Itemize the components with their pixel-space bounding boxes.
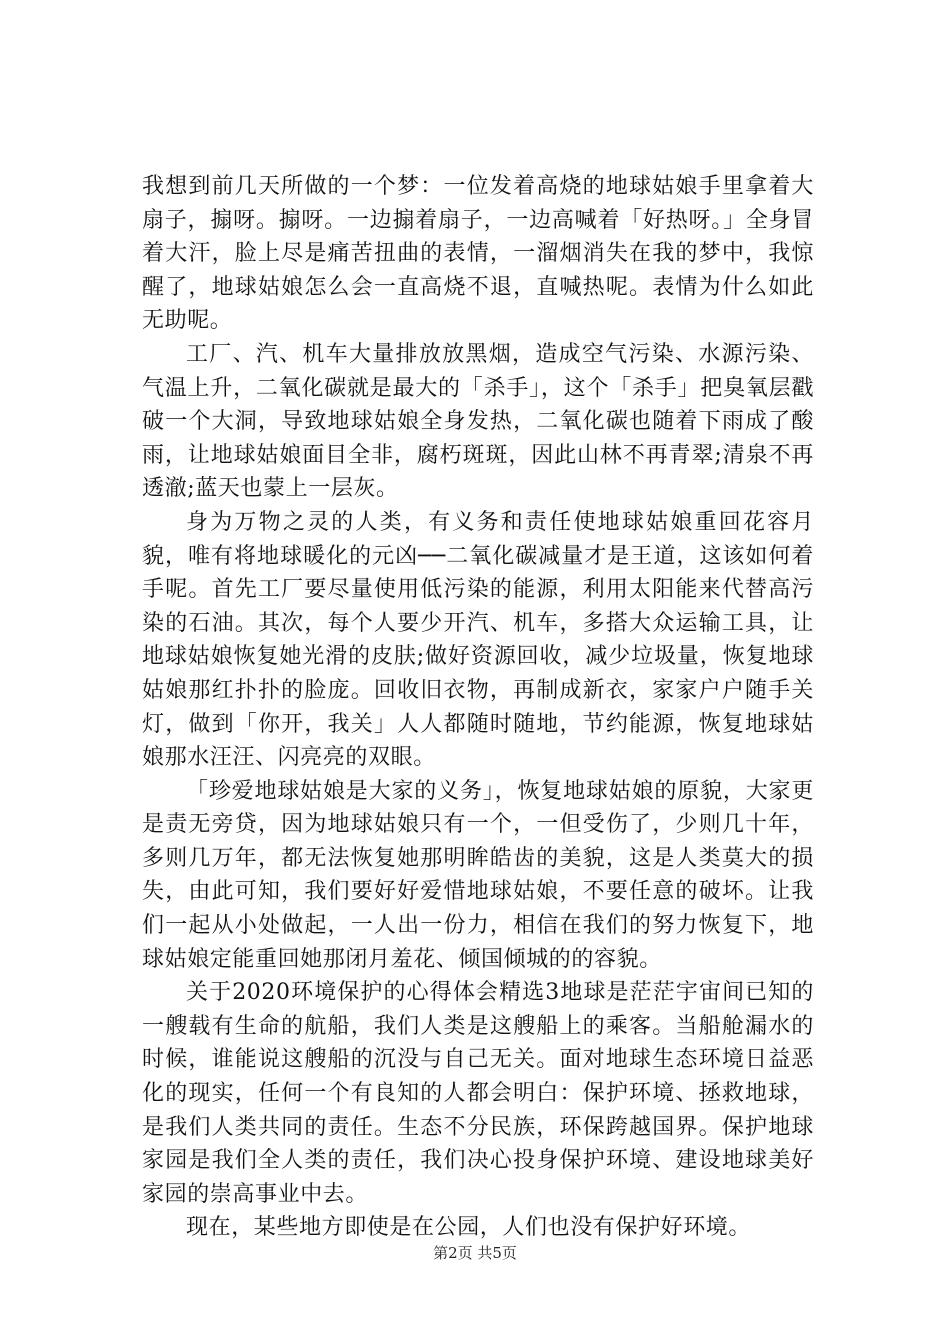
page-number-footer: 第2页 共5页: [433, 1244, 517, 1262]
paragraph-1: 我想到前几天所做的一个梦：一位发着高烧的地球姑娘手里拿着大扇子，搧呀。搧呀。一边搧着扇子，一边高喊着「好热呀。」全身冒着大汗，脸上尽是痛苦扭曲的表情，一溜烟消失在我的梦中，我惊醒了，地球姑娘怎么会一直高烧不退，直喊热呢。表情为什么如此无助呢。: [142, 174, 814, 334]
paragraph-4: 「珍爱地球姑娘是大家的义务」，恢复地球姑娘的原貌，大家更是责无旁贷，因为地球姑娘只有一个，一但受伤了，少则几十年，多则几万年，都无法恢复她那明眸皓齿的美貌，这是人类莫大的损失，由此可知，我们要好好爱惜地球姑娘，不要任意的破坏。让我们一起从小处做起，一人出一份力，相信在我们的努力恢复下，地球姑娘定能重回她那闭月羞花、倾国倾城的的容貌。: [142, 778, 814, 972]
paragraph-2: 工厂、汽、机车大量排放放黑烟，造成空气污染、水源污染、气温上升，二氧化碳就是最大的「杀手」，这个「杀手」把臭氧层戳破一个大洞，导致地球姑娘全身发热，二氧化碳也随着下雨成了酸雨，让地球姑娘面目全非，腐朽斑斑，因此山林不再青翠;清泉不再透澈;蓝天也蒙上一层灰。: [142, 341, 814, 502]
paragraph-3: 身为万物之灵的人类，有义务和责任使地球姑娘重回花容月貌，唯有将地球暖化的元凶──二氧化碳减量才是王道，这该如何着手呢。首先工厂要尽量使用低污染的能源，利用太阳能来代替高污染的石油。其次，每个人要少开汽、机车，多搭大众运输工具，让地球姑娘恢复她光滑的皮肤;做好资源回收，减少垃圾量，恢复地球姑娘那红扑扑的脸庞。回收旧衣物，再制成新衣，家家户户随手关灯，做到「你开，我关」人人都随时随地，节约能源，恢复地球姑娘那水汪汪、闪亮亮的双眼。: [142, 509, 814, 771]
paragraph-5: 关于2020环境保护的心得体会精选3地球是茫茫宇宙间已知的一艘载有生命的航船，我们人类是这艘船上的乘客。当船舱漏水的时候，谁能说这艘船的沉没与自己无关。面对地球生态环境日益恶化的现实，任何一个有良知的人都会明白：保护环境、拯救地球，是我们人类共同的责任。生态不分民族，环保跨越国界。保护地球家园是我们全人类的责任，我们决心投身保护环境、建设地球美好家园的崇高事业中去。: [142, 980, 814, 1207]
document-body: [142, 170, 814, 1245]
paragraph-6: 现在，某些地方即使是在公园，人们也没有保护好环境。: [186, 1215, 752, 1241]
